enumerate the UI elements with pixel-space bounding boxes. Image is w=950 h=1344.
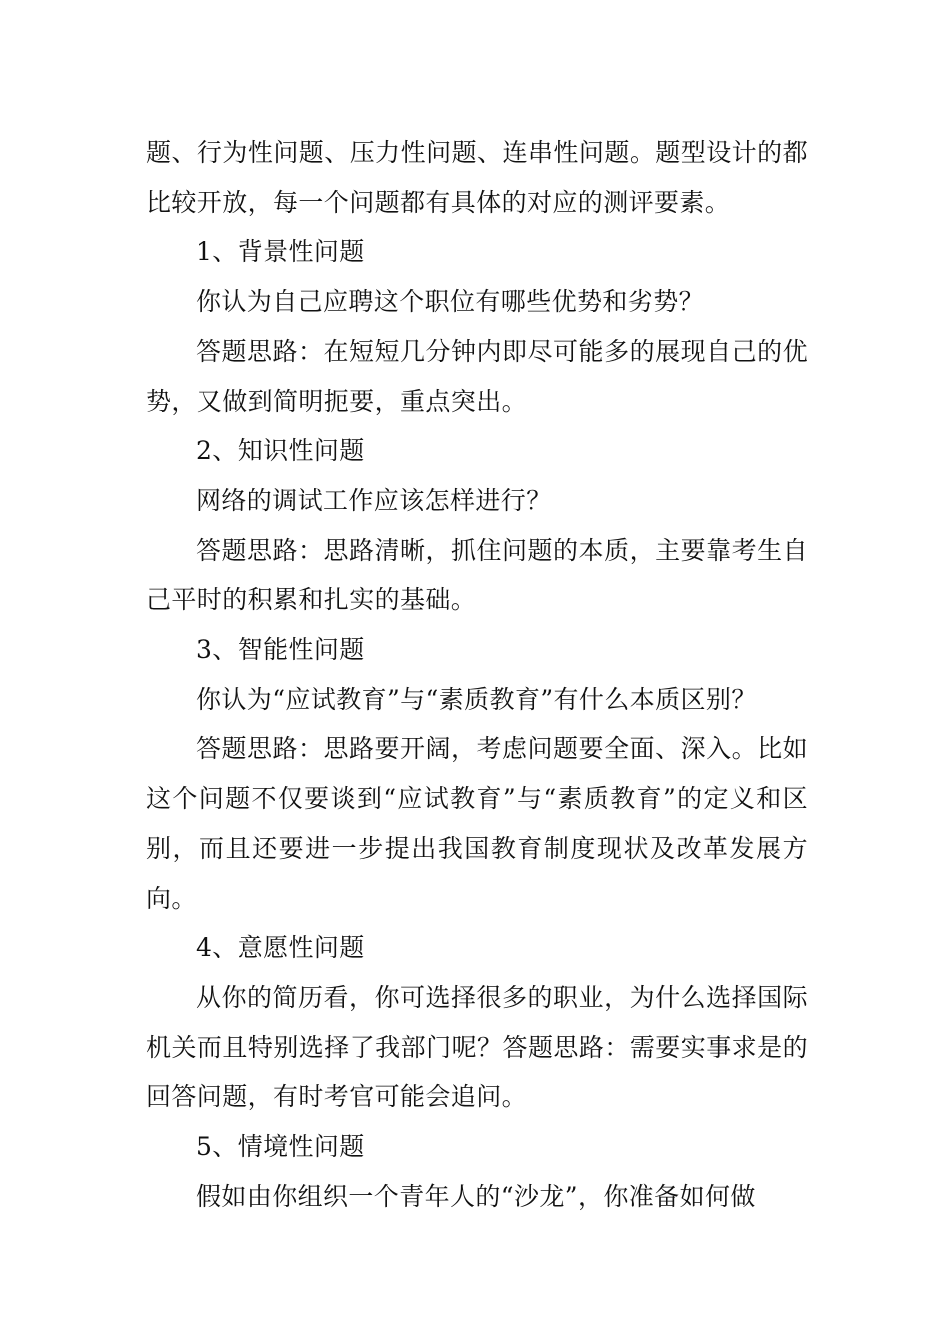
answer-paragraph: 答题思路：在短短几分钟内即尽可能多的展现自己的优势，又做到简明扼要，重点突出。	[146, 336, 808, 416]
question-paragraph: 你认为自己应聘这个职位有哪些优势和劣势？	[196, 287, 705, 317]
body-paragraph: 题、行为性问题、压力性问题、连串性问题。题型设计的都比较开放，每一个问题都有具体的对应的测评要素。	[146, 138, 808, 217]
section-heading-intelligence: 3、智能性问题	[196, 635, 365, 665]
answer-paragraph: 答题思路：思路清晰，抓住问题的本质，主要靠考生自己平时的积累和扎实的基础。	[146, 535, 808, 615]
question-paragraph: 网络的调试工作应该怎样进行？	[196, 485, 552, 515]
question-paragraph: 你认为“应试教育”与“素质教育”有什么本质区别？	[196, 684, 757, 714]
document-body	[146, 128, 808, 1221]
section-heading-knowledge: 2、知识性问题	[196, 436, 365, 466]
question-paragraph: 从你的简历看，你可选择很多的职业，为什么选择国际机关而且特别选择了我部门呢？答题思路：需要实事求是的回答问题，有时考官可能会追问。	[146, 982, 808, 1112]
section-heading-situational: 5、情境性问题	[196, 1132, 365, 1162]
section-heading-willingness: 4、意愿性问题	[196, 933, 365, 963]
section-heading-background: 1、背景性问题	[196, 237, 365, 267]
question-paragraph: 假如由你组织一个青年人的“沙龙”，你准备如何做	[196, 1181, 756, 1211]
answer-paragraph: 答题思路：思路要开阔，考虑问题要全面、深入。比如这个问题不仅要谈到“应试教育”与“素质教育”的定义和区别，而且还要进一步提出我国教育制度现状及改革发展方向。	[146, 734, 808, 913]
